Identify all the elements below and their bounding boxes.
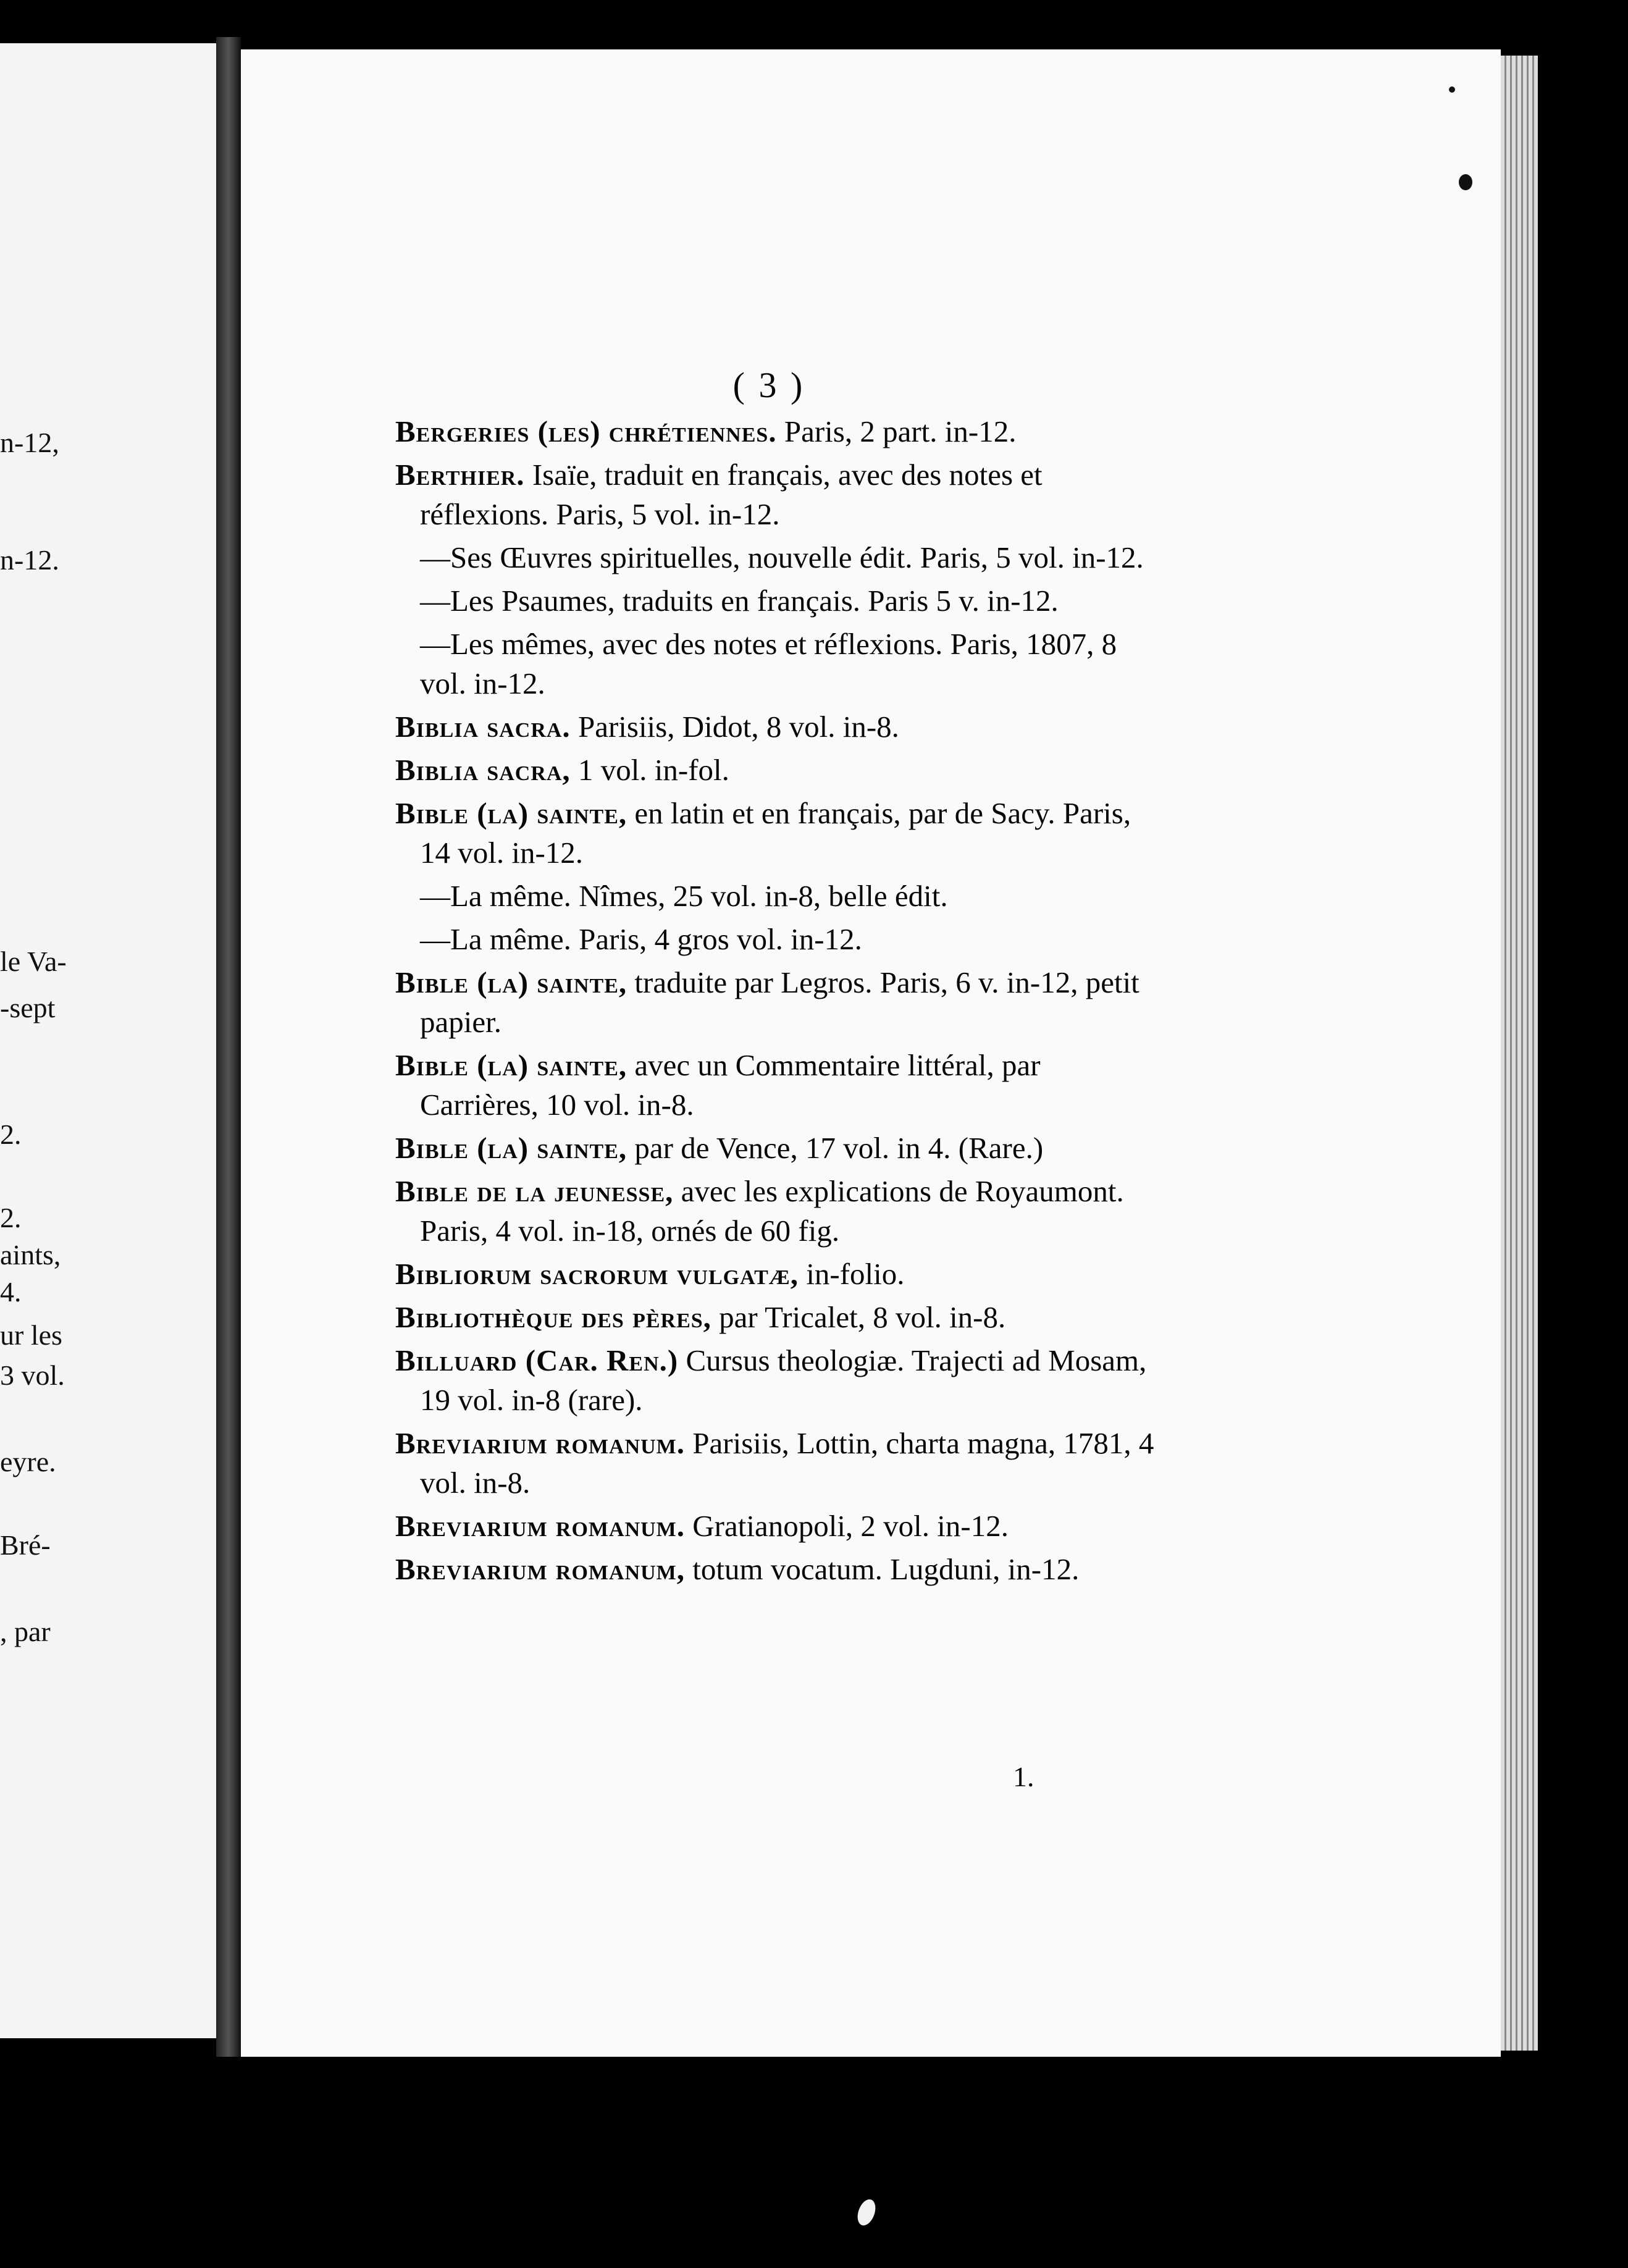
catalogue-entry <box>395 1550 1155 1589</box>
page-edges <box>1501 56 1538 2051</box>
entry-heading: Bibliothèque des pères, <box>395 1300 711 1334</box>
catalogue-entry <box>395 581 1155 621</box>
entry-text: traduite par Legros. Paris, 6 v. in-12, petit papier. <box>420 965 1139 1039</box>
facing-page-fragment: , par <box>0 1616 51 1647</box>
entry-text: Cursus theologiæ. Trajecti ad Mosam, 19 vol. in-8 (rare). <box>420 1343 1147 1417</box>
entry-text: —La même. Paris, 4 gros vol. in-12. <box>420 922 862 956</box>
paper-scrap <box>854 2197 878 2228</box>
catalogue-entry <box>395 412 1155 452</box>
entry-heading: Biblia sacra, <box>395 753 571 787</box>
entry-text: avec un Commentaire littéral, par Carrières, 10 vol. in-8. <box>420 1048 1041 1122</box>
catalogue-entry <box>395 876 1155 916</box>
catalogue-entry <box>395 1424 1155 1503</box>
catalogue-entry <box>395 1128 1155 1168</box>
entry-text: in-folio. <box>799 1257 905 1291</box>
facing-page-fragment: 2. <box>0 1119 22 1150</box>
entry-text: par Tricalet, 8 vol. in-8. <box>711 1300 1006 1334</box>
entry-text: totum vocatum. Lugduni, in-12. <box>685 1552 1080 1586</box>
catalogue-entry <box>395 1046 1155 1125</box>
entry-heading: Bible (la) sainte, <box>395 965 627 999</box>
facing-page-fragment: aints, <box>0 1239 61 1270</box>
entry-heading: Breviarium romanum, <box>395 1552 686 1586</box>
entry-heading: Breviarium romanum. <box>395 1509 686 1543</box>
ink-spot <box>1459 174 1472 190</box>
entry-text: Parisiis, Didot, 8 vol. in-8. <box>570 710 899 744</box>
entry-heading: Bergeries (les) chrétiennes. <box>395 414 777 448</box>
facing-page-fragment: 3 vol. <box>0 1359 65 1391</box>
entry-list <box>395 412 1155 1589</box>
entry-text: Isaïe, traduit en français, avec des notes et réflexions. Paris, 5 vol. in-12. <box>420 458 1043 531</box>
facing-page-fragment: 2. <box>0 1202 22 1233</box>
entry-heading: Billuard (Car. Ren.) <box>395 1343 679 1377</box>
entry-text: —Les mêmes, avec des notes et réflexions. Paris, 1807, 8 vol. in-12. <box>420 627 1117 700</box>
entry-text: —La même. Nîmes, 25 vol. in-8, belle édit. <box>420 879 948 913</box>
entry-heading: Bible (la) sainte, <box>395 1131 627 1165</box>
catalogue-entry <box>395 794 1155 873</box>
entry-text: Parisiis, Lottin, charta magna, 1781, 4 vol. in-8. <box>420 1426 1154 1500</box>
entry-heading: Bible de la jeunesse, <box>395 1174 674 1208</box>
entry-heading: Bible (la) sainte, <box>395 1048 627 1082</box>
entry-text: Paris, 2 part. in-12. <box>776 414 1017 448</box>
entry-heading: Bibliorum sacrorum vulgatæ, <box>395 1257 799 1291</box>
catalogue-entry <box>395 963 1155 1042</box>
entry-heading: Biblia sacra. <box>395 710 571 744</box>
facing-page-fragment: le Va- <box>0 946 67 977</box>
catalogue-entry <box>395 750 1155 790</box>
book-gutter <box>216 37 241 2057</box>
page-number: ( 3 ) <box>732 365 805 405</box>
entry-text: en latin et en français, par de Sacy. Paris, 14 vol. in-12. <box>420 796 1131 870</box>
facing-page-fragment: -sept <box>0 992 56 1023</box>
entry-heading: Breviarium romanum. <box>395 1426 686 1460</box>
catalogue-entry <box>395 1254 1155 1294</box>
facing-page <box>0 43 216 2038</box>
catalogue-entry <box>395 707 1155 747</box>
ink-spot <box>1449 86 1455 93</box>
catalogue-text <box>395 364 1155 1589</box>
facing-page-fragment: n-12. <box>0 544 59 576</box>
entry-text: Gratianopoli, 2 vol. in-12. <box>685 1509 1009 1543</box>
entry-text: —Ses Œuvres spirituelles, nouvelle édit. Paris, 5 vol. in-12. <box>420 540 1144 574</box>
facing-page-fragment: Bré- <box>0 1529 51 1561</box>
entry-heading: Berthier. <box>395 458 525 492</box>
facing-page-fragment: n-12, <box>0 427 59 458</box>
facing-page-fragment: ur les <box>0 1319 62 1351</box>
catalogue-entry <box>395 1341 1155 1420</box>
entry-text: 1 vol. in-fol. <box>570 753 729 787</box>
facing-page-fragment: eyre. <box>0 1446 56 1477</box>
entry-text: avec les explications de Royaumont. Paris, 4 vol. in-18, ornés de 60 fig. <box>420 1174 1124 1248</box>
entry-heading: Bible (la) sainte, <box>395 796 627 830</box>
catalogue-entry <box>395 624 1155 704</box>
catalogue-entry <box>395 920 1155 959</box>
catalogue-entry <box>395 538 1155 578</box>
catalogue-entry <box>395 1298 1155 1337</box>
signature-mark: 1. <box>1013 1761 1034 1792</box>
catalogue-entry <box>395 1172 1155 1251</box>
catalogue-entry <box>395 1506 1155 1546</box>
entry-text: —Les Psaumes, traduits en français. Paris 5 v. in-12. <box>420 584 1059 618</box>
facing-page-fragment: 4. <box>0 1276 22 1308</box>
entry-text: par de Vence, 17 vol. in 4. (Rare.) <box>627 1131 1044 1165</box>
catalogue-entry <box>395 455 1155 534</box>
